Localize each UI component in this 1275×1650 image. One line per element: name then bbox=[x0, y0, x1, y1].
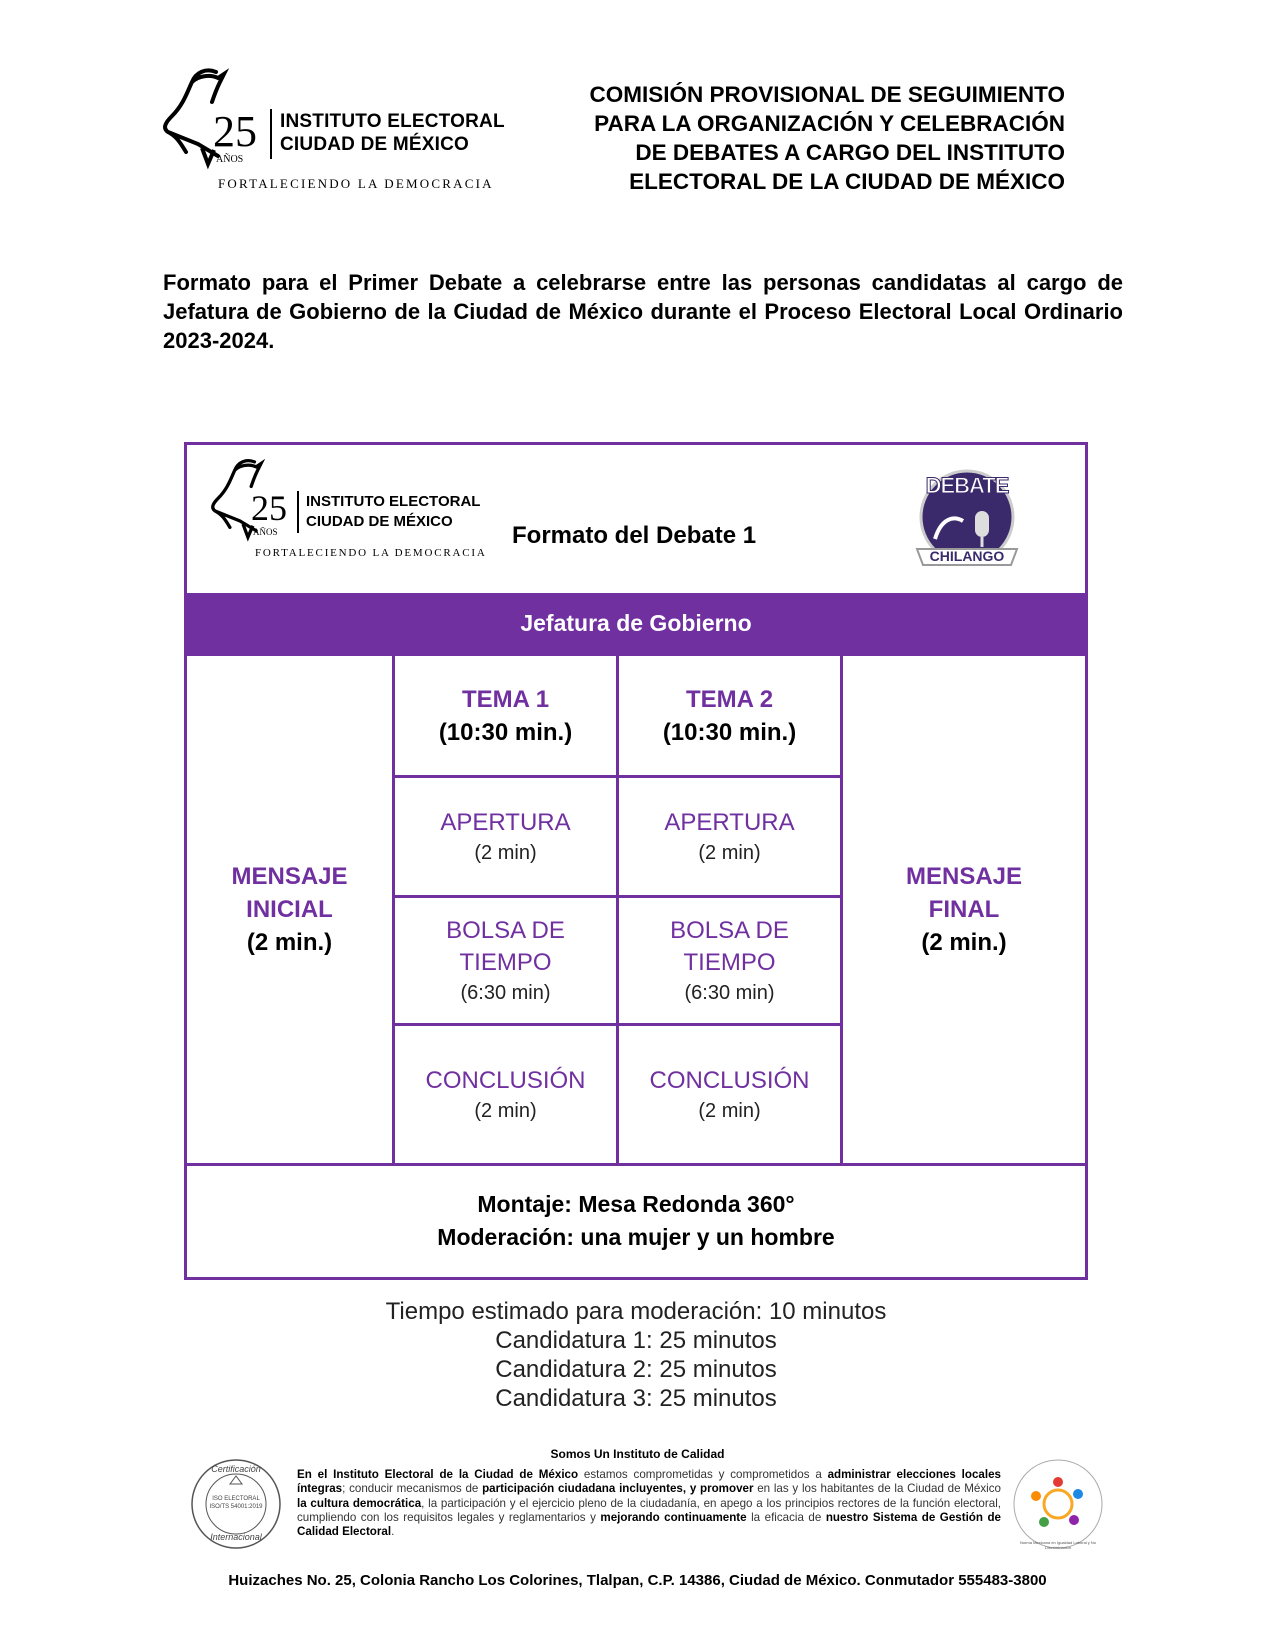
topic-1-apertura bbox=[395, 778, 616, 895]
equality-norm-seal bbox=[1012, 1458, 1104, 1550]
topic-2-header bbox=[619, 656, 840, 775]
time-line: Candidatura 2: 25 minutos bbox=[495, 1356, 777, 1383]
quality-text: la eficacia de bbox=[746, 1510, 826, 1524]
intro-paragraph: Formato para el Primer Debate a celebrarse entre las personas candidatas al cargo de Jefatura de Gobierno de la Ciudad de México durante el Proceso Electoral Local Ordinario 2023-2024. bbox=[163, 270, 1123, 353]
opening-time: (2 min.) bbox=[246, 929, 333, 956]
moderation-text: Moderación: una mujer y un hombre bbox=[437, 1224, 835, 1250]
topic-1-bolsa bbox=[395, 898, 616, 1023]
segment-label: APERTURA bbox=[440, 808, 571, 836]
segment-time: (2 min) bbox=[474, 1099, 537, 1122]
commission-line: DE DEBATES A CARGO DEL INSTITUTO bbox=[635, 140, 1065, 165]
montage-info bbox=[187, 1165, 1085, 1277]
segment-time: (2 min) bbox=[474, 841, 537, 864]
quality-text-bold: la cultura democrática bbox=[297, 1496, 422, 1510]
topic-name: TEMA 1 bbox=[461, 685, 550, 713]
debate-title: Formato del Debate 1 bbox=[512, 522, 757, 549]
quality-text-bold: En el Instituto Electoral de la Ciudad de México bbox=[297, 1468, 579, 1481]
closing-line1: MENSAJE bbox=[905, 863, 1023, 890]
segment-time: (6:30 min) bbox=[684, 981, 775, 1004]
box-logo-institute-line2: CIUDAD DE MÉXICO bbox=[306, 513, 453, 530]
box-logo-years-label: AÑOS bbox=[253, 527, 278, 537]
commission-line: PARA LA ORGANIZACIÓN Y CELEBRACIÓN bbox=[594, 111, 1065, 136]
quality-text: en las y los habitantes de la Ciudad de México bbox=[753, 1482, 1002, 1496]
debate-chilango-badge bbox=[907, 459, 1027, 579]
iso-certification-seal bbox=[190, 1458, 282, 1550]
commission-line: ELECTORAL DE LA CIUDAD DE MÉXICO bbox=[629, 169, 1065, 194]
commission-line: COMISIÓN PROVISIONAL DE SEGUIMIENTO bbox=[589, 82, 1065, 107]
topic-1-header bbox=[395, 656, 616, 775]
closing-time: (2 min.) bbox=[921, 929, 1007, 956]
commission-heading bbox=[505, 80, 1065, 196]
footer-address: Huizaches No. 25, Colonia Rancho Los Colorines, Tlalpan, C.P. 14386, Ciudad de México. Conmutador 555483-3800 bbox=[228, 1572, 1047, 1589]
segment-label: APERTURA bbox=[664, 808, 795, 836]
montage-text: Montaje: Mesa Redonda 360° bbox=[477, 1191, 795, 1217]
quality-text-bold: administrar elecciones locales íntegras bbox=[297, 1468, 1001, 1496]
logo-institute-line2: CIUDAD DE MÉXICO bbox=[280, 134, 469, 155]
quality-text: . bbox=[391, 1525, 395, 1539]
debate-box-header bbox=[187, 445, 1085, 593]
segment-label: BOLSA DE bbox=[670, 916, 789, 944]
time-line: Candidatura 1: 25 minutos bbox=[495, 1327, 777, 1354]
box-logo-institute-line1: INSTITUTO ELECTORAL bbox=[306, 493, 481, 510]
time-line: Candidatura 3: 25 minutos bbox=[495, 1385, 777, 1412]
topic-time: (10:30 min.) bbox=[662, 718, 797, 746]
segment-time: (2 min) bbox=[698, 1099, 761, 1122]
box-logo-divider bbox=[297, 491, 299, 533]
seal-bottom-text: Internacional bbox=[210, 1532, 262, 1542]
badge-top-text: DEBATE bbox=[925, 473, 1009, 498]
segment-time: (2 min) bbox=[698, 841, 761, 864]
topic-time: (10:30 min.) bbox=[438, 718, 573, 746]
seal-mid-text: ISO ELECTORAL bbox=[212, 1496, 260, 1502]
segment-label: TIEMPO bbox=[683, 948, 776, 976]
topic-2-apertura bbox=[619, 778, 840, 895]
topic-2-conclusion bbox=[619, 1026, 840, 1163]
logo-years-label: AÑOS bbox=[216, 154, 244, 165]
time-line: Tiempo estimado para moderación: 10 minutos bbox=[385, 1298, 887, 1325]
quality-text: , la participación y el ejercicio pleno de la ciudadanía, en apego a los principios rectores de la función electoral, cumpliendo con los requisitos legales y reglamentarios y bbox=[297, 1496, 1001, 1524]
opening-line1: MENSAJE bbox=[231, 863, 348, 890]
debate-format-box bbox=[184, 442, 1088, 1280]
topic-name: TEMA 2 bbox=[685, 685, 774, 713]
time-allocation bbox=[184, 1297, 1088, 1413]
people-circle-icon bbox=[1012, 1458, 1104, 1550]
seal-top-text: Certificación bbox=[211, 1464, 261, 1474]
box-logo bbox=[207, 457, 497, 587]
segment-label: CONCLUSIÓN bbox=[425, 1066, 586, 1094]
logo-divider bbox=[270, 109, 272, 159]
logo-tagline: FORTALECIENDO LA DEMOCRACIA bbox=[218, 176, 494, 191]
quality-text-bold: participación ciudadana incluyentes, y promover bbox=[482, 1482, 754, 1496]
quality-text-bold: mejorando continuamente bbox=[600, 1510, 747, 1524]
box-logo-tagline: FORTALECIENDO LA DEMOCRACIA bbox=[255, 547, 487, 559]
opening-message-cell bbox=[187, 656, 392, 1163]
segment-time: (6:30 min) bbox=[460, 981, 551, 1004]
office-band: Jefatura de Gobierno bbox=[187, 593, 1085, 653]
quality-text: estamos comprometidas y comprometidos a bbox=[578, 1468, 828, 1481]
box-logo-years-number: 25 bbox=[251, 488, 287, 528]
equality-seal-text: Norma Mexicana en Igualdad Laboral y No Discriminación bbox=[1019, 1540, 1097, 1550]
topic-1-conclusion bbox=[395, 1026, 616, 1163]
quality-text-bold: nuestro Sistema de Gestión de Calidad Electoral bbox=[297, 1510, 1001, 1539]
segment-label: CONCLUSIÓN bbox=[649, 1066, 810, 1094]
topic-2-bolsa bbox=[619, 898, 840, 1023]
header-logo bbox=[158, 66, 518, 196]
logo-years-number: 25 bbox=[213, 107, 257, 156]
segment-label: BOLSA DE bbox=[446, 916, 565, 944]
badge-bottom-text: CHILANGO bbox=[929, 548, 1005, 564]
footer-title: Somos Un Instituto de Calidad bbox=[550, 1447, 725, 1461]
opening-line2: INICIAL bbox=[246, 896, 333, 923]
segment-label: TIEMPO bbox=[459, 948, 552, 976]
closing-line2: FINAL bbox=[928, 896, 1000, 923]
closing-message-cell bbox=[843, 656, 1085, 1163]
quality-text: ; conducir mecanismos de bbox=[342, 1482, 483, 1496]
seal-mid-text: ISO/TS 54001:2019 bbox=[209, 1504, 263, 1510]
quality-statement bbox=[297, 1468, 1001, 1539]
logo-institute-line1: INSTITUTO ELECTORAL bbox=[280, 111, 505, 132]
